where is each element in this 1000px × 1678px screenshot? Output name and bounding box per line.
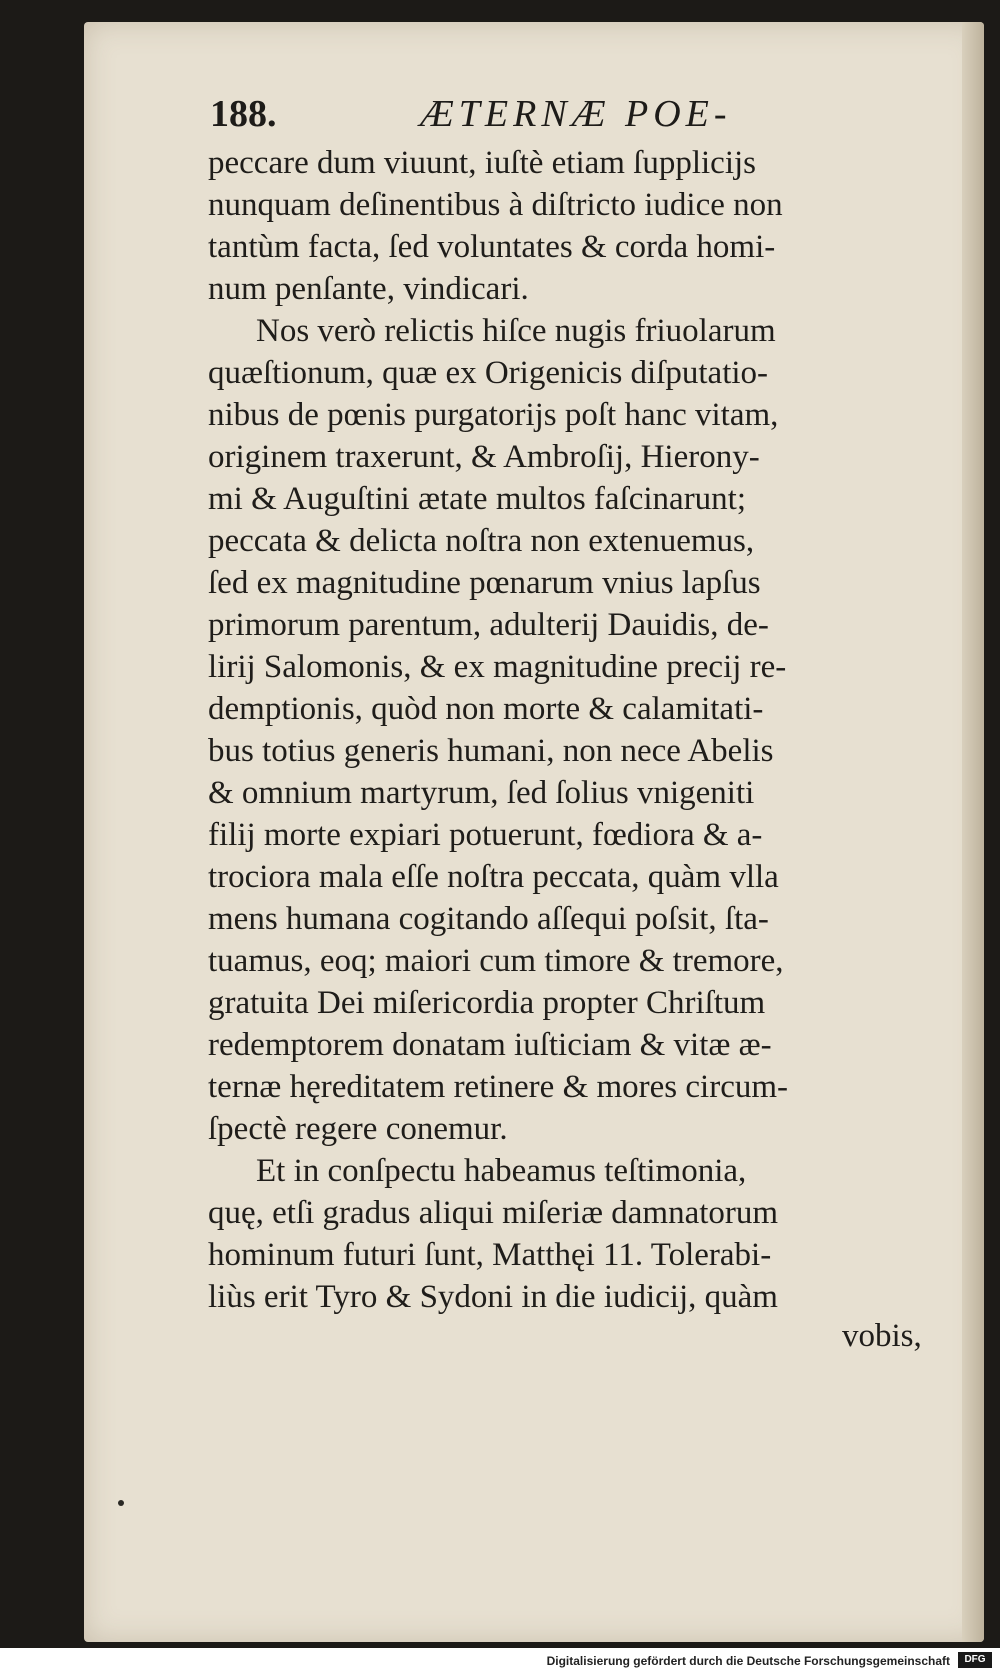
- text-line: & omnium martyrum, ſed ſolius vnigeniti: [208, 775, 755, 811]
- text-line: hominum futuri ſunt, Matthęi 11. Tolerabi-: [208, 1237, 772, 1273]
- text-line: nunquam deſinentibus à diſtricto iudice non: [208, 187, 783, 223]
- funding-credit: Digitalisierung gefördert durch die Deutsche Forschungsgemeinschaft: [546, 1654, 950, 1668]
- text-line: bus totius generis humani, non nece Abelis: [208, 733, 774, 769]
- running-head: ÆTERNÆ POE-: [420, 93, 732, 135]
- body-text: [208, 142, 888, 1318]
- catchword: vobis,: [842, 1318, 922, 1354]
- footer-bar: [0, 1648, 1000, 1678]
- dfg-logo: DFG: [958, 1652, 992, 1668]
- text-line: redemptorem donatam iuſticiam & vitæ æ-: [208, 1027, 772, 1063]
- text-line: originem traxerunt, & Ambroſij, Hierony-: [208, 439, 760, 475]
- text-line: tuamus, eoq; maiori cum timore & tremore,: [208, 943, 784, 979]
- text-line: quę, etſi gradus aliqui miſeriæ damnatorum: [208, 1195, 779, 1231]
- page-edge: [962, 22, 984, 1642]
- text-line: liùs erit Tyro & Sydoni in die iudicij, quàm: [208, 1279, 778, 1315]
- text-line: filij morte expiari potuerunt, fœdiora & a-: [208, 817, 763, 853]
- ink-spot: [118, 1500, 124, 1506]
- text-line: lirij Salomonis, & ex magnitudine precij re-: [208, 649, 787, 685]
- text-line: mens humana cogitando aſſequi poſsit, ſta-: [208, 901, 769, 937]
- text-line: ſed ex magnitudine pœnarum vnius lapſus: [208, 565, 761, 601]
- text-line: Nos verò relictis hiſce nugis friuolarum: [256, 313, 776, 349]
- text-line: quæſtionum, quæ ex Origenicis diſputatio-: [208, 355, 769, 391]
- text-line: demptionis, quòd non morte & calamitati-: [208, 691, 764, 727]
- text-line: ſpectè regere conemur.: [208, 1111, 508, 1147]
- text-line: num penſante, vindicari.: [208, 271, 529, 307]
- text-line: ternæ hęreditatem retinere & mores circum-: [208, 1069, 788, 1105]
- text-line: primorum parentum, adulterij Dauidis, de-: [208, 607, 769, 643]
- text-line: peccare dum viuunt, iuſtè etiam ſupplicijs: [208, 145, 757, 181]
- page-header: [210, 80, 860, 140]
- text-line: Et in conſpectu habeamus teſtimonia,: [256, 1153, 747, 1189]
- text-line: peccata & delicta noſtra non extenuemus,: [208, 523, 755, 559]
- text-line: nibus de pœnis purgatorijs poſt hanc vitam,: [208, 397, 779, 433]
- text-line: tantùm facta, ſed voluntates & corda homi-: [208, 229, 776, 265]
- text-line: gratuita Dei miſericordia propter Chriſtum: [208, 985, 766, 1021]
- text-line: mi & Auguſtini ætate multos faſcinarunt;: [208, 481, 747, 517]
- page-number: 188.: [210, 93, 277, 135]
- text-line: trociora mala eſſe noſtra peccata, quàm vlla: [208, 859, 779, 895]
